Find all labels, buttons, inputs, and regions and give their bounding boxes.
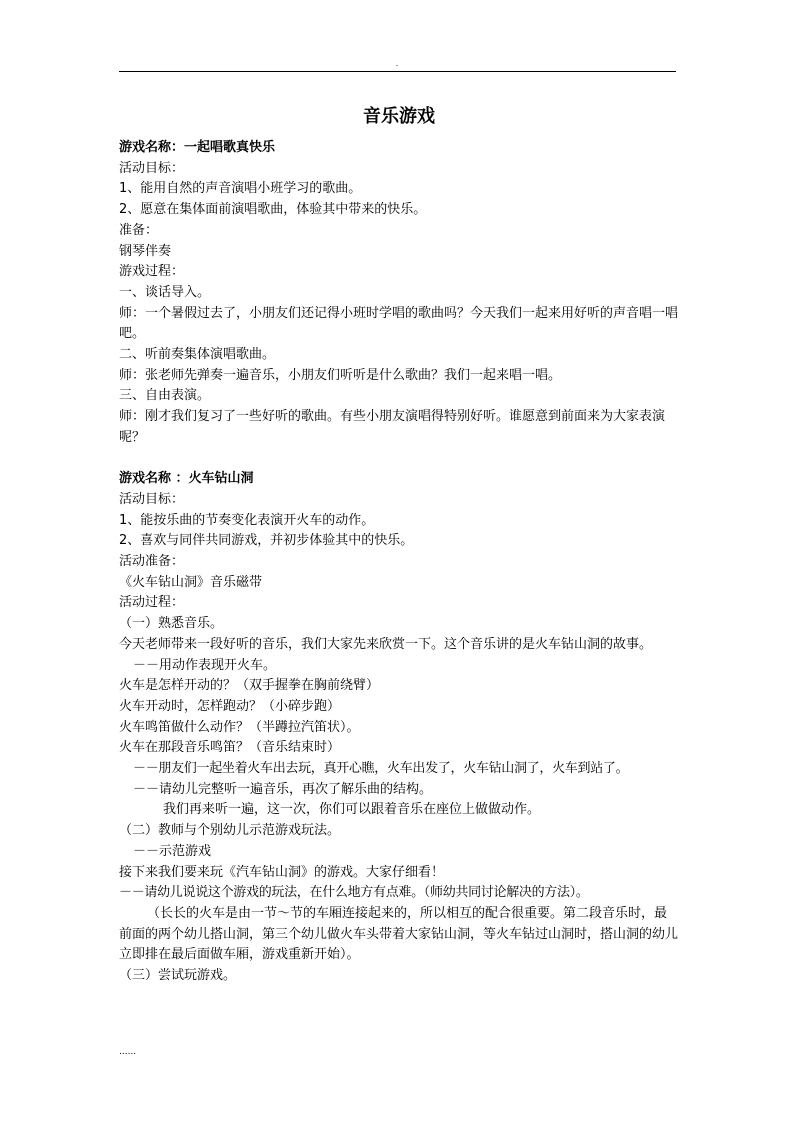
game1-step: 二、听前奏集体演唱歌曲。 (119, 347, 276, 363)
game1-step: 三、自由表演。 (119, 388, 211, 404)
game2-goal: 2、喜欢与同伴共同游戏，并初步体验其中的快乐。 (119, 533, 414, 549)
game2-line: 火车是怎样开动的？（双手握拳在胸前绕臂） (119, 678, 380, 694)
game1-goal: 2、愿意在集体面前演唱歌曲，体验其中带来的快乐。 (119, 202, 427, 218)
game2-line: －－请幼儿完整听一遍音乐，再次了解乐曲的结构。 (133, 781, 433, 797)
game1-step: 师：刚才我们复习了一些好听的歌曲。有些小朋友演唱得特别好听。谁愿意到前面来为大家表演呢？ (119, 409, 666, 445)
game2-goal-label: 活动目标： (119, 491, 185, 507)
game1-goal-label: 活动目标： (119, 160, 185, 176)
document-body (119, 104, 679, 987)
game2-prep-label: 活动准备： (119, 554, 185, 570)
game2-line: 今天老师带来一段好听的音乐，我们大家先来欣赏一下。这个音乐讲的是火车钻山洞的故事。 (119, 636, 653, 652)
footer-mark: ...... (119, 1047, 137, 1057)
game2-line: （三）尝试玩游戏。 (119, 968, 237, 984)
header-rule (119, 71, 676, 72)
page-title: 音乐游戏 (363, 106, 435, 127)
game2-line: －－用动作表现开火车。 (133, 657, 277, 673)
game1-step: 一、谈话导入。 (119, 284, 211, 300)
game1-process-label: 游戏过程： (119, 264, 185, 280)
game1-name: 游戏名称：一起唱歌真快乐 (119, 140, 276, 155)
game2-line: 火车在那段音乐鸣笛？（音乐结束时） (119, 740, 341, 756)
game2-line: （二）教师与个别幼儿示范游戏玩法。 (119, 823, 341, 839)
game2-line: 接下来我们要来玩《汽车钻山洞》的游戏。大家仔细看！ (119, 864, 445, 880)
section-gap (119, 449, 679, 470)
game1-prep-label: 准备： (119, 222, 159, 238)
game2-process-label: 活动过程： (119, 595, 185, 611)
game2-goal: 1、能按乐曲的节奏变化表演开火车的动作。 (119, 512, 375, 528)
header-mark: . (395, 59, 399, 68)
game2-line: －－朋友们一起坐着火车出去玩，真开心瞧，火车出发了，火车钻山洞了，火车到站了。 (133, 761, 629, 777)
game1-prep: 钢琴伴奏 (119, 243, 172, 259)
game2-line: 火车鸣笛做什么动作？（半蹲拉汽笛状）。 (119, 719, 360, 735)
game2-line: （一）熟悉音乐。 (119, 616, 224, 632)
game2-line: （长长的火车是由一节～节的车厢连接起来的，所以相互的配合很重要。第二段音乐时，最前面的两个幼儿搭山洞，第三个幼儿做火车头带着大家钻山洞，等火车钻过山洞时，搭山洞的幼儿立即排在最后面做车厢，游戏重新开始）。 (119, 906, 679, 963)
game2-line: －－示范游戏 (133, 843, 212, 859)
game2-line: 火车开动时，怎样跑动？（小碎步跑） (119, 698, 341, 714)
game2-line: －－请幼儿说说这个游戏的玩法，在什么地方有点难。（师幼共同讨论解决的方法）。 (119, 885, 589, 901)
game1-goal: 1、能用自然的声音演唱小班学习的歌曲。 (119, 181, 362, 197)
game1-step: 师：张老师先弹奏一遍音乐，小朋友们听听是什么歌曲？我们一起来唱一唱。 (119, 367, 562, 383)
game2-prep: 《火车钻山洞》音乐磁带 (119, 574, 263, 590)
game1-step: 师：一个暑假过去了，小朋友们还记得小班时学唱的歌曲吗？今天我们一起来用好听的声音唱一唱吧。 (119, 305, 679, 342)
game2-line: 我们再来听一遍，这一次，你们可以跟着音乐在座位上做做动作。 (163, 802, 541, 818)
game2-name: 游戏名称 ：火车钻山洞 (119, 471, 254, 487)
